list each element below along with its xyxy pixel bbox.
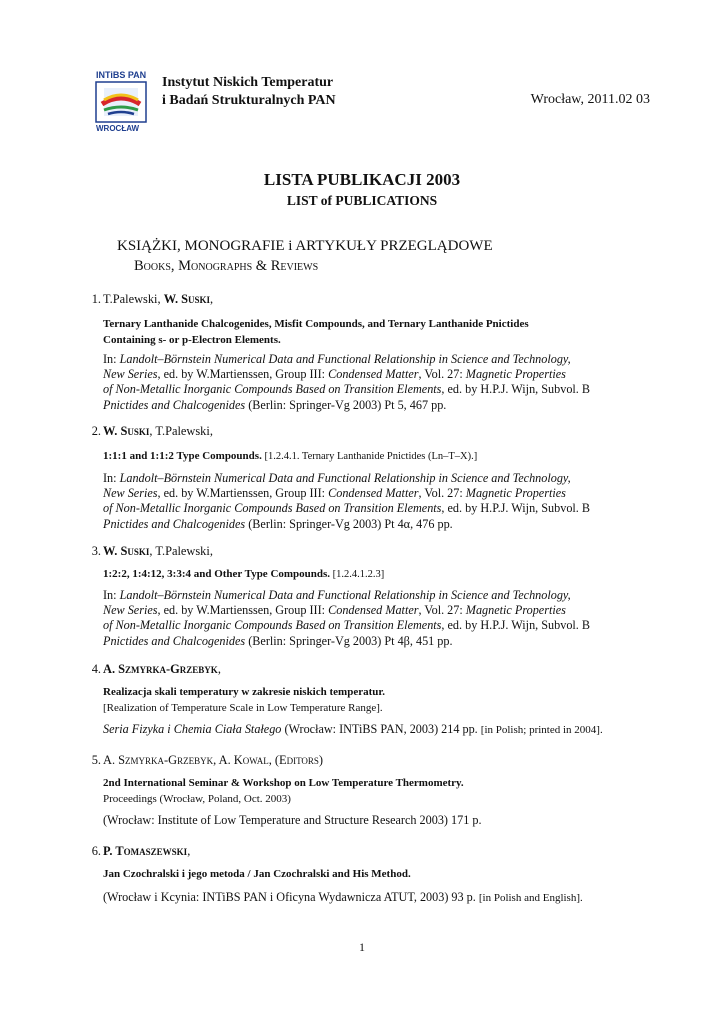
entry-authors: W. Suski, T.Palewski, — [103, 544, 213, 558]
entry-title: 1:2:2, 1:4:12, 3:3:4 and Other Type Compounds. [1.2.4.1.2.3] — [103, 568, 385, 580]
entry-source: In: Landolt–Börnstein Numerical Data and Functional Relationship in Science and Technology, New Series, ed. by W.Martienssen, Group III: Condensed Matter, Vol. 27: Magnetic Properties of Non-Metallic Inorganic Compounds Based on Transition Elements, ed. by H.P.J. Wijn, Subvol. B Pnictides and Chalcogenides (Berlin: Springer-Vg 2003) Pt 4α, 476 pp. — [103, 471, 591, 531]
entry-source: Seria Fizyka i Chemia Ciała Stałego (Wrocław: INTiBS PAN, 2003) 214 pp. [in Polish; printed in 2004]. — [103, 722, 603, 736]
institute-name — [162, 74, 336, 110]
page-subtitle: LIST of PUBLICATIONS — [286, 193, 438, 208]
entry-authors: T.Palewski, W. Suski, — [103, 292, 214, 306]
document-date: Wrocław, 2011.02 03 — [530, 92, 650, 107]
entry-authors: A. Szmyrka-Grzebyk, — [103, 662, 221, 676]
page-title: LISTA PUBLIKACJI 2003 — [263, 170, 461, 189]
institute-line-2: i Badań Strukturalnych PAN — [162, 93, 336, 108]
section-heading-polish: KSIĄŻKI, MONOGRAFIE i ARTYKUŁY PRZEGLĄDOWE — [117, 238, 493, 254]
logo-top-text: INTiBS PAN — [96, 70, 147, 80]
entry-number: 6. — [91, 844, 101, 858]
entry-source: In: Landolt–Börnstein Numerical Data and Functional Relationship in Science and Technology, New Series, ed. by W.Martienssen, Group III: Condensed Matter, Vol. 27: Magnetic Properties of Non-Metallic Inorganic Compounds Based on Transition Elements, ed. by H.P.J. Wijn, Subvol. B Pnictides and Chalcogenides (Berlin: Springer-Vg 2003) Pt 5, 467 pp. — [103, 352, 591, 412]
institute-line-1: Instytut Niskich Temperatur — [162, 75, 334, 90]
entry-source: (Wrocław i Kcynia: INTiBS PAN i Oficyna Wydawnicza ATUT, 2003) 93 p. [in Polish and English]. — [103, 890, 583, 904]
entry-title: Ternary Lanthanide Chalcogenides, Misfit Compounds, and Ternary Lanthanide Pnictides Containing s- or p-Electron Elements. — [103, 318, 529, 346]
entry-title: 1:1:1 and 1:1:2 Type Compounds. [1.2.4.1. Ternary Lanthanide Pnictides (Ln–T–X).] — [103, 450, 478, 462]
entry-number: 1. — [91, 292, 101, 306]
entry-source: (Wrocław: Institute of Low Temperature and Structure Research 2003) 171 p. — [103, 813, 482, 827]
entry-number: 4. — [91, 662, 101, 676]
entry-title: Realizacja skali temperatury w zakresie niskich temperatur. [Realization of Temperature Scale in Low Temperature Range]. — [103, 684, 633, 716]
entry-authors: W. Suski, T.Palewski, — [103, 424, 213, 438]
logo-bottom-text: WROCŁAW — [96, 124, 140, 133]
entry-authors: P. Tomaszewski, — [103, 844, 191, 858]
page-number: 1 — [359, 940, 365, 954]
entry-translation: Proceedings (Wrocław, Poland, Oct. 2003) — [103, 793, 291, 805]
entry-number: 3. — [91, 544, 101, 558]
entry-source: In: Landolt–Börnstein Numerical Data and Functional Relationship in Science and Technology, New Series, ed. by W.Martienssen, Group III: Condensed Matter, Vol. 27: Magnetic Properties of Non-Metallic Inorganic Compounds Based on Transition Elements, ed. by H.P.J. Wijn, Subvol. B Pnictides and Chalcogenides (Berlin: Springer-Vg 2003) Pt 4β, 451 pp. — [103, 588, 591, 648]
entry-translation: [Realization of Temperature Scale in Low Temperature Range]. — [103, 702, 383, 714]
entry-number: 2. — [91, 424, 101, 438]
entry-title: Jan Czochralski i jego metoda / Jan Czochralski and His Method. — [103, 868, 411, 880]
entry-title: 2nd International Seminar & Workshop on Low Temperature Thermometry. Proceedings (Wrocław, Poland, Oct. 2003) — [103, 775, 633, 807]
entry-number: 5. — [91, 753, 101, 767]
entry-authors: A. Szmyrka-Grzebyk, A. Kowal, (Editors) — [103, 753, 324, 767]
section-heading-english: Books, Monographs & Reviews — [134, 258, 319, 274]
